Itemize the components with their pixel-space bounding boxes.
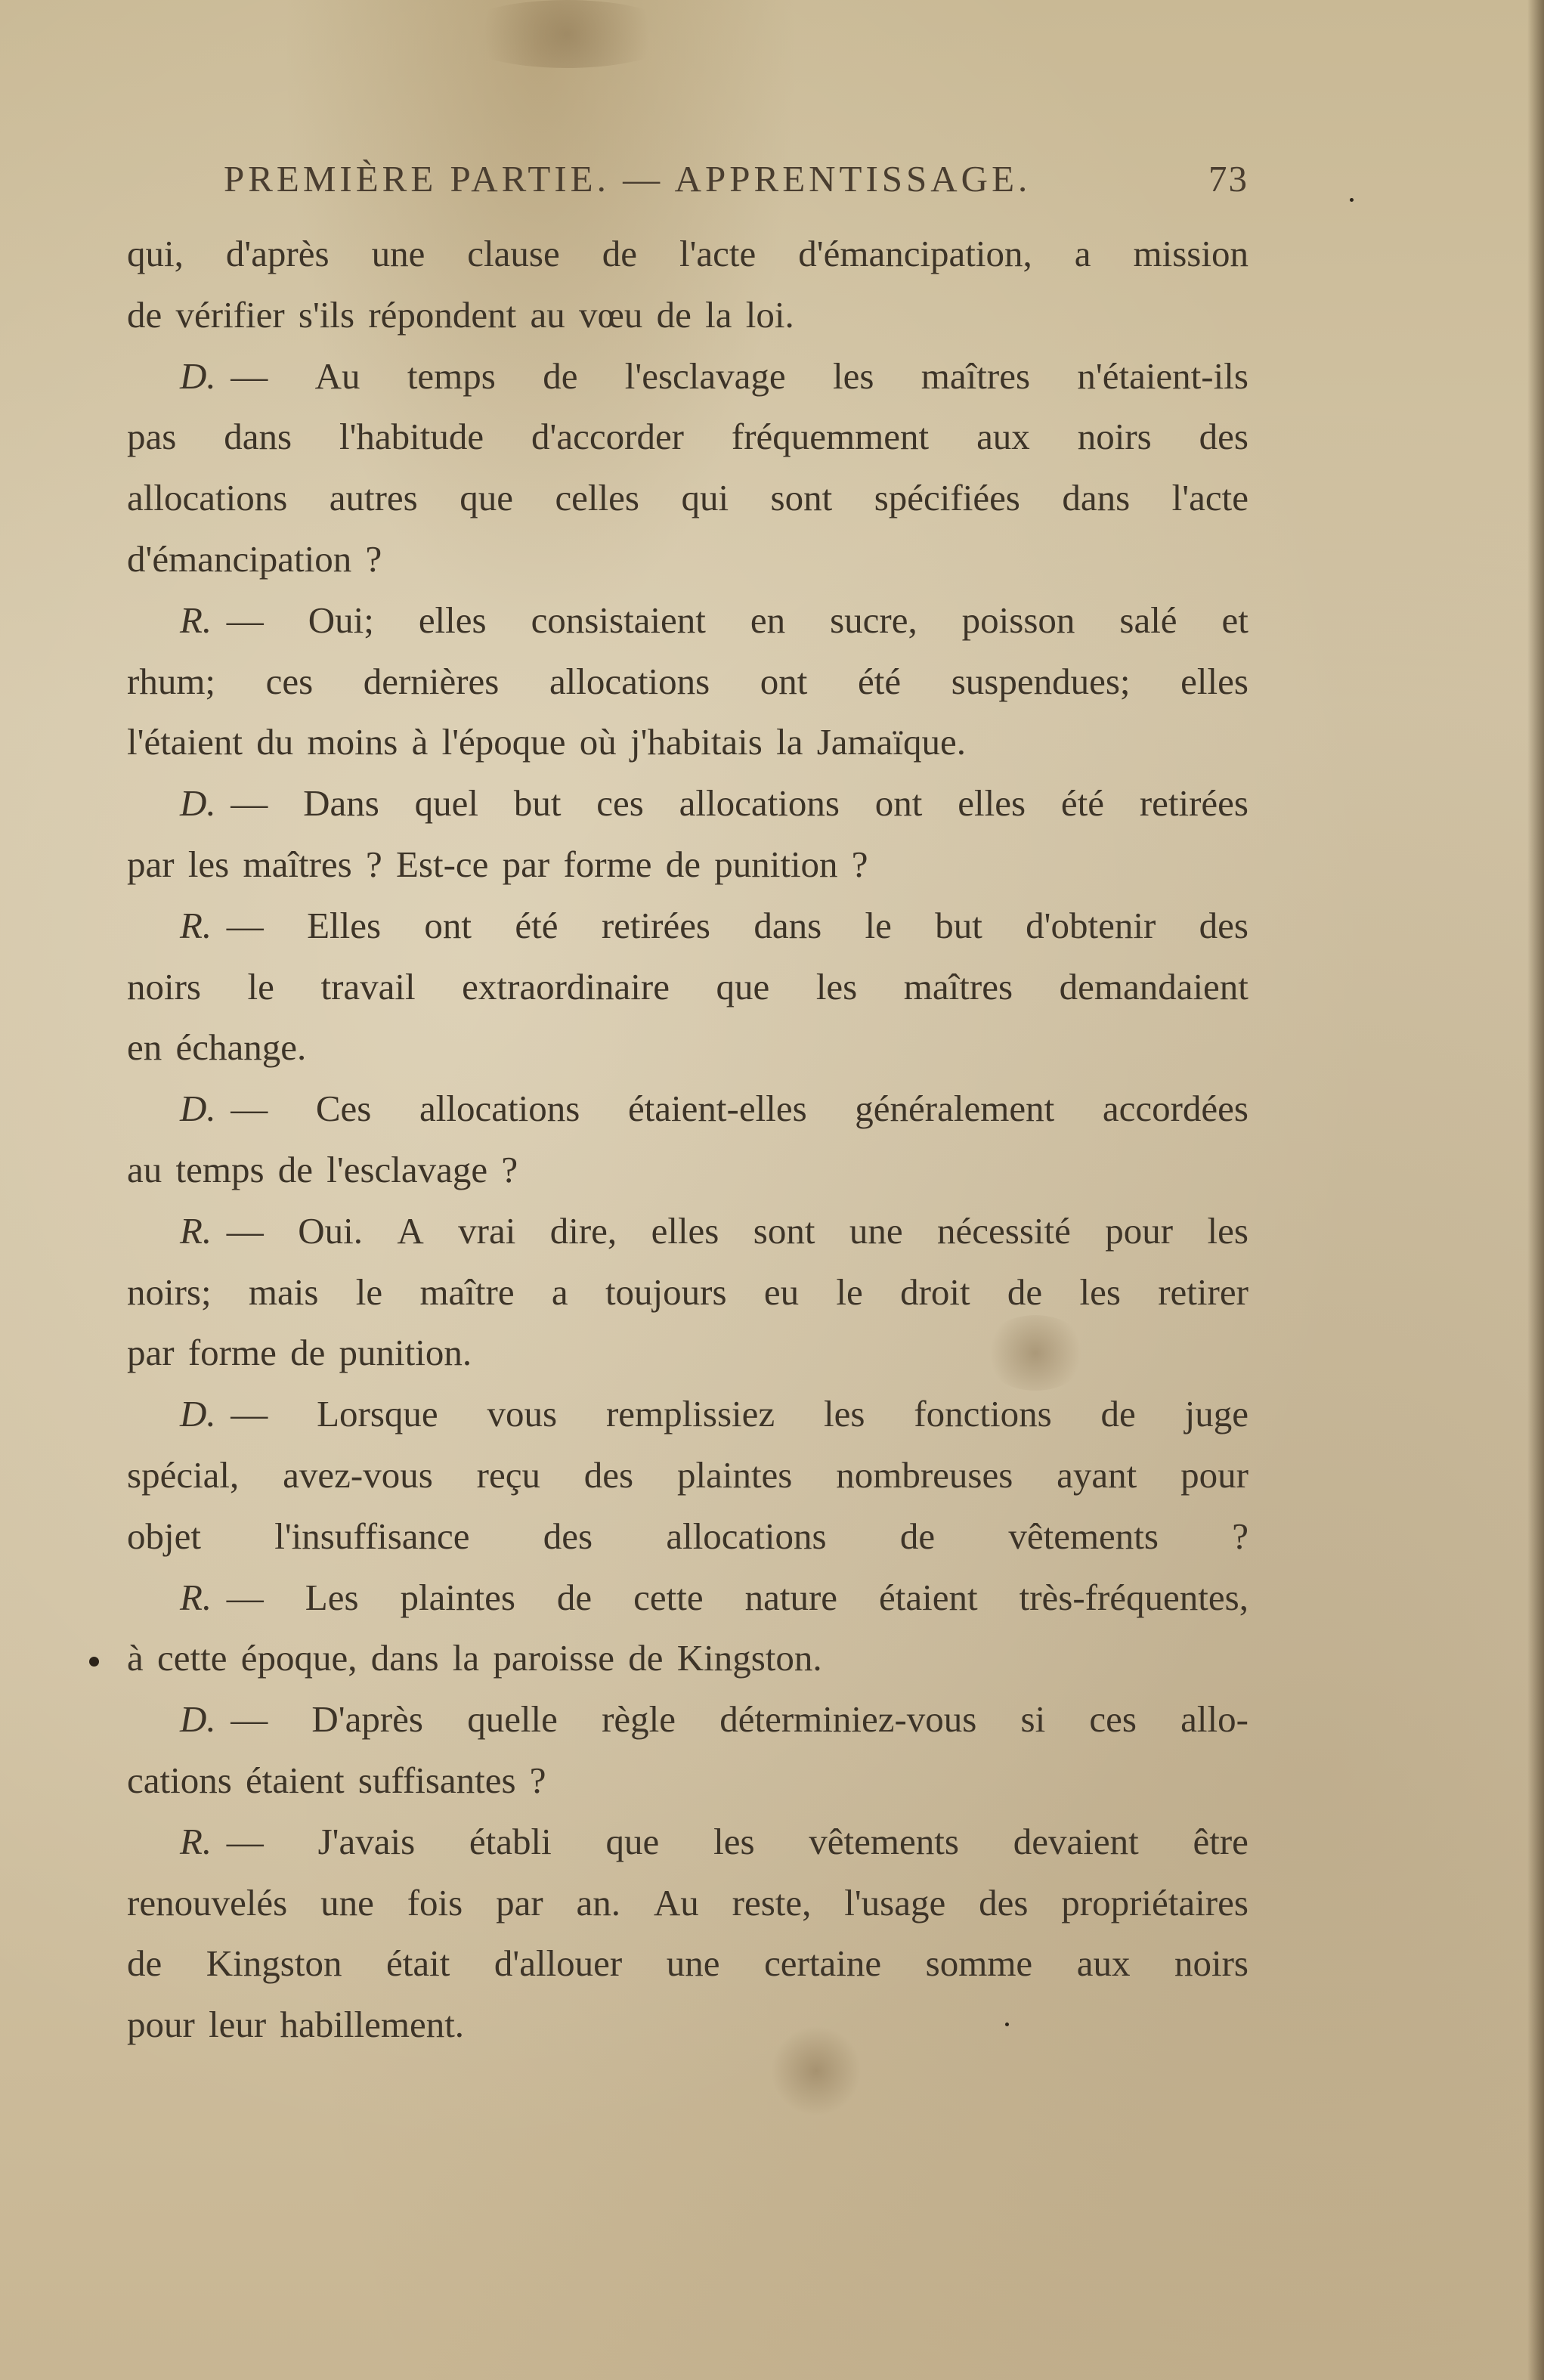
line-text: spécial, avez-vous reçu des plaintes nombreuses ayant pour xyxy=(127,1453,1249,1496)
line-text: — Dans quel but ces allocations ont elles été retirées xyxy=(231,782,1249,825)
line-text: — Ces allocations étaient-elles généralement accordées xyxy=(231,1088,1249,1130)
text-line xyxy=(127,1445,1249,1506)
page-number: 73 xyxy=(1208,158,1249,200)
speaker-label: R. xyxy=(180,599,212,641)
ink-speck xyxy=(1350,198,1354,202)
running-title: PREMIÈRE PARTIE. — APPRENTISSAGE. xyxy=(224,158,1032,200)
margin-ink-dot xyxy=(89,1657,99,1667)
line-text: — Oui; elles consistaient en sucre, poisson salé et xyxy=(226,599,1249,641)
line-text: par les maîtres ? Est-ce par forme de punition ? xyxy=(127,843,868,885)
speaker-label: R. xyxy=(180,1820,212,1862)
text-line xyxy=(127,1933,1249,1995)
body-text xyxy=(127,224,1249,2056)
page-edge-shadow xyxy=(1527,0,1544,2380)
line-text: cations étaient suffisantes ? xyxy=(127,1759,546,1801)
line-text: par forme de punition. xyxy=(127,1332,472,1374)
line-text: noirs le travail extraordinaire que les maîtres demandaient xyxy=(127,965,1249,1007)
speaker-label: D. xyxy=(180,1088,216,1130)
text-line xyxy=(127,957,1249,1018)
text-line xyxy=(127,1201,1249,1262)
text-line xyxy=(127,224,1249,285)
text-line xyxy=(127,529,1249,590)
line-text: — Oui. A vrai dire, elles sont une nécessité pour les xyxy=(226,1209,1249,1252)
line-text: de vérifier s'ils répondent au vœu de la loi. xyxy=(127,293,794,336)
text-line xyxy=(127,468,1249,529)
text-line xyxy=(127,773,1249,834)
ink-speck xyxy=(1005,2023,1009,2026)
text-line xyxy=(127,1628,1249,1689)
speaker-label: R. xyxy=(180,1209,212,1252)
text-line xyxy=(127,346,1249,407)
text-line xyxy=(127,1506,1249,1568)
text-line xyxy=(127,712,1249,773)
line-text: — Les plaintes de cette nature étaient très-fréquentes, xyxy=(226,1576,1249,1618)
line-text: d'émancipation ? xyxy=(127,537,382,580)
text-line xyxy=(127,1323,1249,1384)
text-line xyxy=(127,1079,1249,1140)
line-text: de Kingston était d'allouer une certaine somme aux noirs xyxy=(127,1942,1249,1985)
line-text: pas dans l'habitude d'accorder fréquemment aux noirs des xyxy=(127,416,1249,458)
line-text: l'étaient du moins à l'époque où j'habitais la Jamaïque. xyxy=(127,721,967,763)
line-text: allocations autres que celles qui sont spécifiées dans l'acte xyxy=(127,477,1249,519)
text-line xyxy=(127,651,1249,713)
text-line xyxy=(127,834,1249,896)
line-text: au temps de l'esclavage ? xyxy=(127,1148,518,1190)
text-line xyxy=(127,1384,1249,1445)
line-text: — Elles ont été retirées dans le but d'obtenir des xyxy=(226,904,1249,946)
running-header xyxy=(224,157,1249,200)
line-text: — J'avais établi que les vêtements devaient être xyxy=(226,1820,1249,1862)
line-text: en échange. xyxy=(127,1026,307,1069)
speaker-label: D. xyxy=(180,354,216,397)
line-text: renouvelés une fois par an. Au reste, l'usage des propriétaires xyxy=(127,1881,1249,1923)
line-text: — Lorsque vous remplissiez les fonctions de juge xyxy=(231,1393,1249,1435)
text-line xyxy=(127,1995,1249,2056)
text-line xyxy=(127,590,1249,651)
paper-stain xyxy=(453,0,680,68)
text-line xyxy=(127,1017,1249,1079)
text-line xyxy=(127,1568,1249,1629)
line-text: — D'après quelle règle déterminiez-vous si ces allo- xyxy=(231,1698,1249,1741)
text-line xyxy=(127,407,1249,468)
line-text: pour leur habillement. xyxy=(127,2004,465,2046)
text-line xyxy=(127,1140,1249,1201)
text-line xyxy=(127,1873,1249,1934)
text-line xyxy=(127,1812,1249,1873)
speaker-label: D. xyxy=(180,1698,216,1741)
text-line xyxy=(127,1262,1249,1323)
speaker-label: D. xyxy=(180,1393,216,1435)
text-line xyxy=(127,1689,1249,1750)
line-text: noirs; mais le maître a toujours eu le droit de les retirer xyxy=(127,1270,1249,1313)
line-text: qui, d'après une clause de l'acte d'émancipation, a mission xyxy=(127,233,1249,274)
speaker-label: D. xyxy=(180,782,216,825)
speaker-label: R. xyxy=(180,1576,212,1618)
text-line xyxy=(127,896,1249,957)
text-line xyxy=(127,1750,1249,1812)
text-line xyxy=(127,285,1249,346)
speaker-label: R. xyxy=(180,904,212,946)
line-text: rhum; ces dernières allocations ont été suspendues; elles xyxy=(127,660,1249,702)
line-text: objet l'insuffisance des allocations de vêtements ? xyxy=(127,1515,1249,1557)
line-text: — Au temps de l'esclavage les maîtres n'étaient-ils xyxy=(231,354,1249,397)
line-text: à cette époque, dans la paroisse de Kingston. xyxy=(127,1637,822,1679)
